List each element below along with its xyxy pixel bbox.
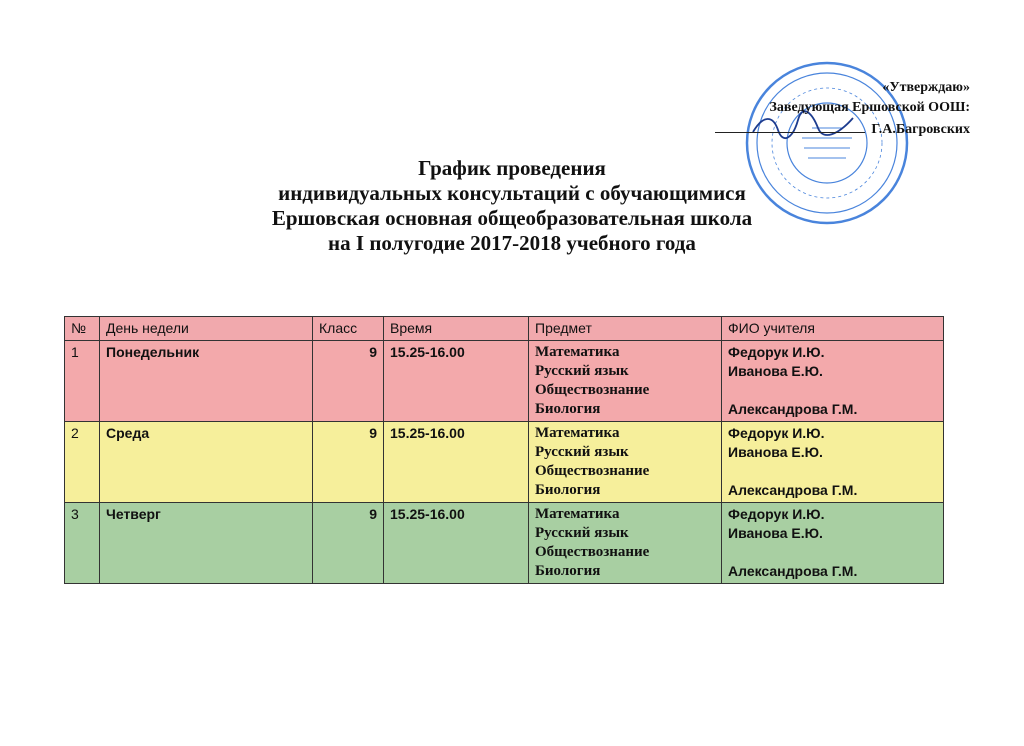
row-time: 15.25-16.00: [384, 503, 529, 584]
teacher-item: Иванова Е.Ю.: [728, 363, 823, 379]
header-num: №: [65, 317, 100, 341]
title-line-3: Ершовская основная общеобразовательная школа: [271, 206, 753, 230]
teacher-item: Александрова Г.М.: [728, 563, 858, 579]
approval-signer-name: Г.А.Багровских: [871, 122, 970, 137]
document-title: [0, 156, 1024, 256]
header-time: Время: [384, 317, 529, 341]
subject-item: Обществознание: [535, 382, 650, 398]
teacher-item: Федорук И.Ю.: [728, 425, 825, 441]
header-subject: Предмет: [529, 317, 722, 341]
teacher-item: Иванова Е.Ю.: [728, 444, 823, 460]
row-teachers: [722, 422, 944, 503]
subject-item: Математика: [535, 506, 620, 522]
row-num: 1: [65, 341, 100, 422]
row-teachers: [722, 503, 944, 584]
table-row: [65, 341, 944, 422]
title-line-4: на I полугодие 2017-2018 учебного года: [328, 231, 696, 255]
row-time: 15.25-16.00: [384, 422, 529, 503]
row-num: 2: [65, 422, 100, 503]
header-teacher: ФИО учителя: [722, 317, 944, 341]
row-class: 9: [313, 341, 384, 422]
teacher-item: [728, 381, 937, 400]
subject-item: Русский язык: [535, 363, 629, 379]
row-teachers: [722, 341, 944, 422]
subject-item: Биология: [535, 482, 601, 498]
teacher-item: [728, 543, 937, 562]
schedule-table: [64, 316, 944, 584]
row-day: Четверг: [100, 503, 313, 584]
row-class: 9: [313, 503, 384, 584]
subject-item: Русский язык: [535, 525, 629, 541]
subject-item: Русский язык: [535, 444, 629, 460]
table-header-row: [65, 317, 944, 341]
header-day: День недели: [100, 317, 313, 341]
title-line-1: График проведения: [418, 156, 606, 180]
teacher-item: Иванова Е.Ю.: [728, 525, 823, 541]
subject-item: Биология: [535, 401, 601, 417]
row-num: 3: [65, 503, 100, 584]
subject-item: Математика: [535, 425, 620, 441]
subject-item: Биология: [535, 563, 601, 579]
row-day: Понедельник: [100, 341, 313, 422]
header-class: Класс: [313, 317, 384, 341]
table-row: [65, 422, 944, 503]
approval-line-1: «Утверждаю»: [882, 80, 970, 95]
teacher-item: Федорук И.Ю.: [728, 344, 825, 360]
signature-line: [715, 118, 865, 133]
teacher-item: Александрова Г.М.: [728, 482, 858, 498]
subject-item: Обществознание: [535, 463, 650, 479]
teacher-item: Александрова Г.М.: [728, 401, 858, 417]
approval-block: [700, 78, 970, 140]
row-day: Среда: [100, 422, 313, 503]
teacher-item: [728, 462, 937, 481]
row-subjects: [529, 503, 722, 584]
row-class: 9: [313, 422, 384, 503]
row-subjects: [529, 341, 722, 422]
approval-line-3: [700, 118, 970, 140]
title-line-2: индивидуальных консультаций с обучающимися: [278, 181, 746, 205]
row-subjects: [529, 422, 722, 503]
table-row: [65, 503, 944, 584]
row-time: 15.25-16.00: [384, 341, 529, 422]
approval-line-2: Заведующая Ершовской ООШ:: [769, 100, 970, 115]
teacher-item: Федорук И.Ю.: [728, 506, 825, 522]
subject-item: Математика: [535, 344, 620, 360]
subject-item: Обществознание: [535, 544, 650, 560]
